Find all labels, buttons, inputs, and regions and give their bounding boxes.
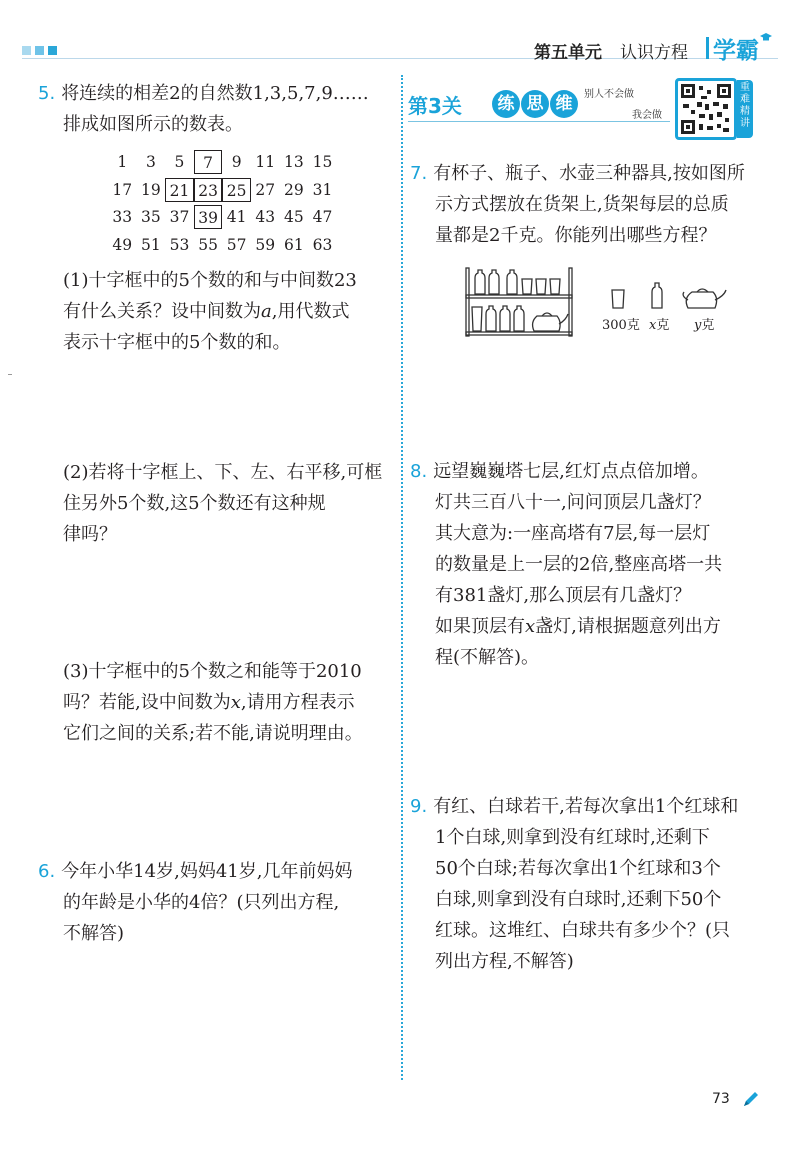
- number-table: [108, 149, 360, 259]
- question-number: 9.: [410, 796, 428, 817]
- question-text: 表示十字框中的5个数的和。: [63, 332, 291, 353]
- unit-title: 第五单元: [534, 43, 602, 63]
- question-8: [410, 456, 722, 673]
- question-text: 红球。这堆红、白球共有多少个？(只: [435, 920, 731, 941]
- qr-label: 重难精讲: [737, 80, 753, 138]
- margin-mark: [8, 374, 12, 375]
- shelf-illustration: [462, 262, 727, 340]
- question-5-part-3: [63, 656, 363, 749]
- question-number: 8.: [410, 461, 428, 482]
- table-row: [108, 149, 360, 177]
- question-text: 程(不解答)。: [435, 647, 540, 668]
- table-cell: 43: [255, 208, 276, 226]
- table-cell: 15: [312, 153, 333, 171]
- question-6: [38, 856, 352, 949]
- banner-char: 思: [521, 90, 549, 118]
- banner-char: 维: [550, 90, 578, 118]
- boxed-table-cell: 39: [194, 205, 223, 229]
- header-decoration: [22, 46, 57, 55]
- question-text: 吗？若能,设中间数为: [63, 692, 231, 713]
- bottle-weight-label: x克: [649, 318, 670, 333]
- table-cell: 55: [198, 235, 218, 254]
- table-cell: 31: [312, 180, 333, 199]
- table-cell: 61: [283, 235, 304, 254]
- unit-subtitle: 认识方程: [620, 43, 688, 63]
- table-row: [108, 204, 360, 232]
- question-9: [410, 791, 738, 977]
- question-text: 示方式摆放在货架上,货架每层的总质: [435, 194, 729, 215]
- question-text: 灯共三百八十一,问问顶层几盏灯？: [435, 492, 711, 513]
- level-title: 第3关: [408, 94, 462, 118]
- cup-weight-label: 300克: [602, 318, 640, 333]
- brand-divider: [706, 37, 709, 59]
- question-text: 有381盏灯,那么顶层有几盏灯？: [435, 585, 692, 606]
- question-5: [38, 78, 369, 140]
- table-row: [108, 177, 360, 205]
- table-cell: 11: [255, 153, 276, 171]
- table-cell: 49: [112, 235, 133, 254]
- qr-code-icon: [681, 84, 731, 134]
- question-text: 白球,则拿到没有白球时,还剩下50个: [435, 889, 722, 910]
- table-cell: 47: [312, 208, 333, 226]
- banner-char: 练: [492, 90, 520, 118]
- table-cell: 45: [283, 208, 304, 226]
- question-text: 远望巍巍塔七层,红灯点点倍加增。: [433, 461, 709, 482]
- boxed-table-cell: 25: [222, 178, 251, 202]
- table-cell: 59: [255, 235, 276, 254]
- question-text: ,请用方程表示: [240, 692, 355, 713]
- question-text: 列出方程,不解答): [435, 951, 574, 972]
- question-text: 盏灯,请根据题意列出方: [535, 616, 721, 637]
- header-square: [48, 46, 57, 55]
- table-cell: 9: [231, 153, 242, 171]
- question-number: 5.: [38, 83, 56, 104]
- banner-caption: 我会做: [632, 110, 662, 121]
- table-cell: 29: [283, 180, 304, 199]
- table-cell: 63: [312, 235, 333, 254]
- question-text: 它们之间的关系;若不能,请说明理由。: [63, 723, 363, 744]
- question-text: 有什么关系？设中间数为: [63, 301, 261, 322]
- qr-code[interactable]: [675, 78, 737, 140]
- question-5-part-1: [63, 265, 357, 358]
- graduation-cap-icon: [760, 33, 772, 43]
- question-text: 的数量是上一层的2倍,整座高塔一共: [435, 554, 723, 575]
- question-text: (2)若将十字框上、下、左、右平移,可框: [63, 462, 383, 483]
- question-number: 6.: [38, 861, 56, 882]
- question-5-part-2: [63, 457, 382, 550]
- question-text: 的年龄是小华的4倍？(只列出方程,: [63, 892, 340, 913]
- boxed-table-cell: 23: [194, 178, 223, 202]
- question-number: 7.: [410, 163, 428, 184]
- question-text: 今年小华14岁,妈妈41岁,几年前妈妈: [61, 861, 353, 882]
- question-text: (1)十字框中的5个数的和与中间数23: [63, 270, 357, 291]
- table-cell: 19: [141, 180, 161, 199]
- question-text: (3)十字框中的5个数之和能等于2010: [63, 661, 362, 682]
- question-text: 如果顶层有: [435, 616, 525, 637]
- page-number: 73: [712, 1091, 730, 1107]
- question-text: 其大意为:一座高塔有7层,每一层灯: [435, 523, 711, 544]
- question-text: 排成如图所示的数表。: [63, 114, 243, 135]
- boxed-table-cell: 21: [165, 178, 194, 202]
- table-row: [108, 232, 360, 260]
- table-cell: 51: [141, 235, 161, 254]
- header-square: [35, 46, 44, 55]
- header-square: [22, 46, 31, 55]
- table-cell: 3: [145, 153, 156, 171]
- table-cell: 1: [117, 153, 128, 171]
- question-7: [410, 158, 745, 251]
- banner-caption: 别人不会做: [584, 89, 634, 100]
- question-text: 有杯子、瓶子、水壶三种器具,按如图所: [433, 163, 745, 184]
- variable: a: [261, 301, 272, 322]
- table-cell: 53: [169, 235, 190, 254]
- shelf-figure: [462, 262, 727, 344]
- table-cell: 33: [112, 208, 133, 226]
- column-divider: [401, 75, 403, 1080]
- question-text: 律吗？: [63, 524, 117, 545]
- banner-rule: [408, 121, 670, 122]
- table-cell: 27: [255, 180, 276, 199]
- pot-weight-label: y克: [694, 318, 715, 333]
- table-cell: 57: [226, 235, 247, 254]
- pencil-icon: [742, 1090, 760, 1108]
- question-text: 有红、白球若干,若每次拿出1个红球和: [433, 796, 739, 817]
- question-text: 1个白球,则拿到没有红球时,还剩下: [435, 827, 710, 848]
- table-cell: 41: [226, 208, 247, 226]
- boxed-table-cell: 7: [194, 150, 223, 174]
- question-text: 住另外5个数,这5个数还有这种规: [63, 493, 326, 514]
- table-cell: 13: [283, 153, 304, 171]
- question-text: 50个白球;若每次拿出1个红球和3个: [435, 858, 721, 879]
- variable: x: [230, 692, 241, 713]
- variable: x: [525, 616, 536, 637]
- question-text: 不解答): [63, 923, 125, 944]
- table-cell: 17: [112, 180, 133, 199]
- table-cell: 37: [169, 208, 190, 226]
- question-text: 将连续的相差2的自然数1,3,5,7,9……: [61, 83, 369, 104]
- brand-logo: 学霸: [713, 38, 759, 64]
- table-cell: 35: [141, 208, 161, 226]
- question-text: ,用代数式: [271, 301, 350, 322]
- table-cell: 5: [174, 153, 185, 171]
- question-text: 量都是2千克。你能列出哪些方程？: [435, 225, 717, 246]
